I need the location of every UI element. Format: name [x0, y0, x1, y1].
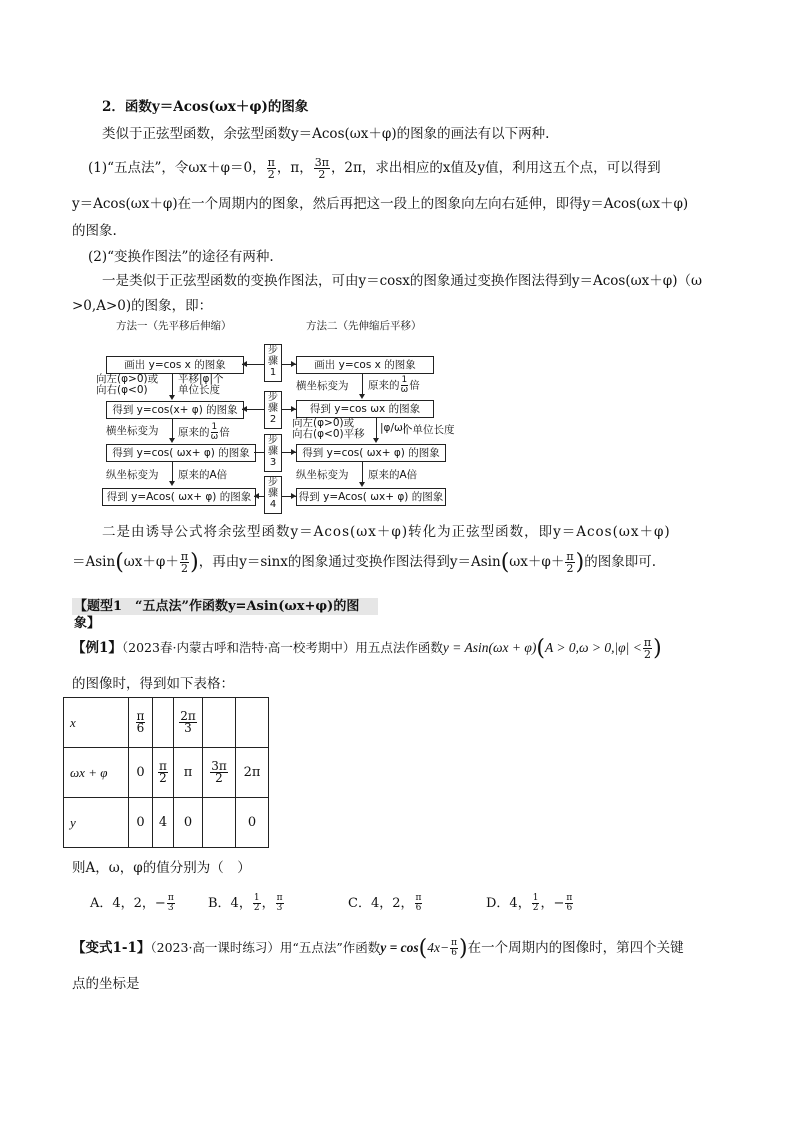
variant-1-1: 【变式1-1】（2023·高一课时练习）用“五点法”作函数y = cos(4x− $\frac{\pi}{6}$ )在一个周期内的图像时，第四个关键	[72, 936, 684, 961]
table-header-x: x	[64, 698, 129, 748]
fraction-pi-over-2: $\frac{\pi}{2}$	[267, 156, 275, 181]
arrow-right-4	[291, 493, 296, 499]
left-box-1: 画出 y=cos x 的图象	[106, 356, 244, 374]
arrow-left-1	[242, 361, 247, 367]
arrow-right-1	[291, 361, 296, 367]
arrow-right-2	[291, 406, 296, 412]
left-shift-text-c: 平移|φ|个	[178, 373, 224, 385]
section-heading: 2．函数y＝Acos(ωx＋φ)的图象	[102, 99, 309, 115]
fraction-3pi-over-2: $\frac{3\pi}{2}$	[314, 156, 329, 181]
table-row	[64, 698, 269, 748]
method-2-title: 方法二（先伸缩后平移）	[306, 320, 422, 332]
paragraph-2	[88, 156, 661, 180]
right-box-3: 得到 y=cos( ωx+ φ) 的图象	[296, 444, 446, 462]
paragraph-7: >0,A>0)的图象，即：	[72, 298, 213, 314]
table-cell: $\frac{\pi}{6}$	[129, 698, 153, 748]
p2-text-a: (1)“五点法”，令ωx＋φ＝0，	[88, 160, 266, 176]
right-amp-text-a: 纵坐标变为	[296, 469, 349, 481]
table-cell: $\frac{\pi}{2}$	[153, 748, 174, 798]
right-scale-text-b: 原来的 $\frac{1}{\omega}$ 倍	[368, 375, 420, 395]
variant-1-1-cont: 点的坐标是	[72, 976, 140, 992]
option-b[interactable]: B．4， $\frac{1}{2}$ ， $\frac{\pi}{3}$	[208, 893, 283, 913]
table-cell	[203, 698, 236, 748]
question-text: 则A，ω，φ的值分别为（ ）	[72, 860, 251, 876]
section-title: 【题型1 “五点法”作函数y=Asin(ωx+φ)的图象】	[72, 598, 378, 615]
arrow-left-2	[242, 406, 247, 412]
right-amp-text-b: 原来的A倍	[368, 469, 418, 481]
table-header-y: y	[64, 798, 129, 848]
table-cell: 0	[129, 748, 153, 798]
step-4-label: 步骤4	[264, 476, 282, 514]
transformation-diagram	[96, 316, 455, 512]
table-cell: 2π	[236, 748, 269, 798]
option-d[interactable]: D．4， $\frac{1}{2}$ ，− $\frac{\pi}{6}$	[486, 893, 573, 913]
method-1-title: 方法一（先平移后伸缩）	[116, 320, 232, 332]
step-1-label: 步骤1	[264, 344, 282, 382]
table-header-phase: ωx + φ	[64, 748, 129, 798]
table-cell: π	[174, 748, 203, 798]
paragraph-3: y＝Acos(ωx＋φ)在一个周期内的图象，然后再把这一段上的图象向左向右延伸，即得y＝Acos(ωx＋φ)	[72, 196, 689, 212]
p2-text-b: ，π，	[276, 160, 313, 176]
right-shift-text-c: |φ/ω|	[380, 422, 407, 434]
paragraph-9: ＝Asin(ωx＋φ＋ $\frac{\pi}{2}$ )，再由y＝sinx的图象通过变换作图法得到y＝Asin(ωx＋φ＋ $\frac{\pi}{2}$ )的图象即可.	[72, 550, 656, 575]
paragraph-4: 的图象.	[72, 223, 117, 239]
table-cell	[236, 698, 269, 748]
option-c[interactable]: C．4，2， $\frac{\pi}{6}$	[348, 893, 422, 913]
arrow-right-3	[291, 449, 296, 455]
left-shift-text-a: 向左(φ>0)或	[96, 373, 159, 385]
left-scale-text-a: 横坐标变为	[106, 425, 159, 437]
option-a[interactable]: A．4，2，− $\frac{\pi}{3}$	[90, 893, 174, 913]
table-cell: 0	[129, 798, 153, 848]
left-shift-text-d: 单位长度	[178, 384, 220, 396]
right-scale-text-a: 横坐标变为	[296, 380, 349, 392]
table-cell	[153, 698, 174, 748]
table-cell: 0	[174, 798, 203, 848]
paragraph-8: 二是由诱导公式将余弦型函数y＝Acos(ωx＋φ)转化为正弦型函数，即y＝Acos(ωx＋φ)	[102, 524, 671, 540]
example-1-cont: 的图像时，得到如下表格：	[72, 676, 234, 692]
table-cell: $\frac{2\pi}{3}$	[174, 698, 203, 748]
left-amp-text-b: 原来的A倍	[178, 469, 228, 481]
five-point-table	[63, 697, 269, 848]
left-amp-text-a: 纵坐标变为	[106, 469, 159, 481]
right-shift-text-b: 向右(φ<0)平移	[292, 428, 365, 440]
table-cell	[203, 798, 236, 848]
right-box-1: 画出 y=cos x 的图象	[296, 356, 434, 374]
table-cell: 4	[153, 798, 174, 848]
left-box-4: 得到 y=Acos( ωx+ φ) 的图象	[102, 488, 256, 506]
left-shift-text-b: 向右(φ<0)	[96, 384, 148, 396]
arrow-left-4	[254, 493, 259, 499]
right-shift-text-d: 个单位长度	[402, 424, 455, 436]
left-scale-text-b: 原来的 $\frac{1}{\omega}$ 倍	[178, 422, 230, 442]
left-box-3: 得到 y=cos( ωx+ φ) 的图象	[106, 444, 256, 462]
paragraph-5: (2)“变换作图法”的途径有两种.	[88, 249, 274, 265]
paragraph-1: 类似于正弦型函数，余弦型函数y＝Acos(ωx＋φ)的图象的画法有以下两种.	[102, 126, 550, 142]
right-box-2: 得到 y=cos ωx 的图象	[296, 400, 434, 418]
p2-text-c: ，2π，求出相应的x值及y值，利用这五个点，可以得到	[330, 160, 661, 176]
table-cell: $\frac{3\pi}{2}$	[203, 748, 236, 798]
right-box-4: 得到 y=Acos( ωx+ φ) 的图象	[296, 488, 446, 506]
left-box-2: 得到 y=cos(x+ φ) 的图象	[106, 401, 244, 419]
paragraph-6: 一是类似于正弦型函数的变换作图法，可由y＝cosx的图象通过变换作图法得到y＝Acos(ωx＋φ)（ω	[102, 273, 702, 289]
example-1: 【例1】（2023春·内蒙古呼和浩特·高一校考期中）用五点法作函数y = Asin(ωx + φ)(A > 0,ω > 0,|φ| < $\frac{\pi}{2}$ )	[72, 636, 662, 661]
right-shift-text-a: 向左(φ>0)或	[292, 417, 355, 429]
table-cell: 0	[236, 798, 269, 848]
table-row	[64, 748, 269, 798]
step-2-label: 步骤2	[264, 391, 282, 429]
table-row	[64, 798, 269, 848]
step-3-label: 步骤3	[264, 434, 282, 472]
